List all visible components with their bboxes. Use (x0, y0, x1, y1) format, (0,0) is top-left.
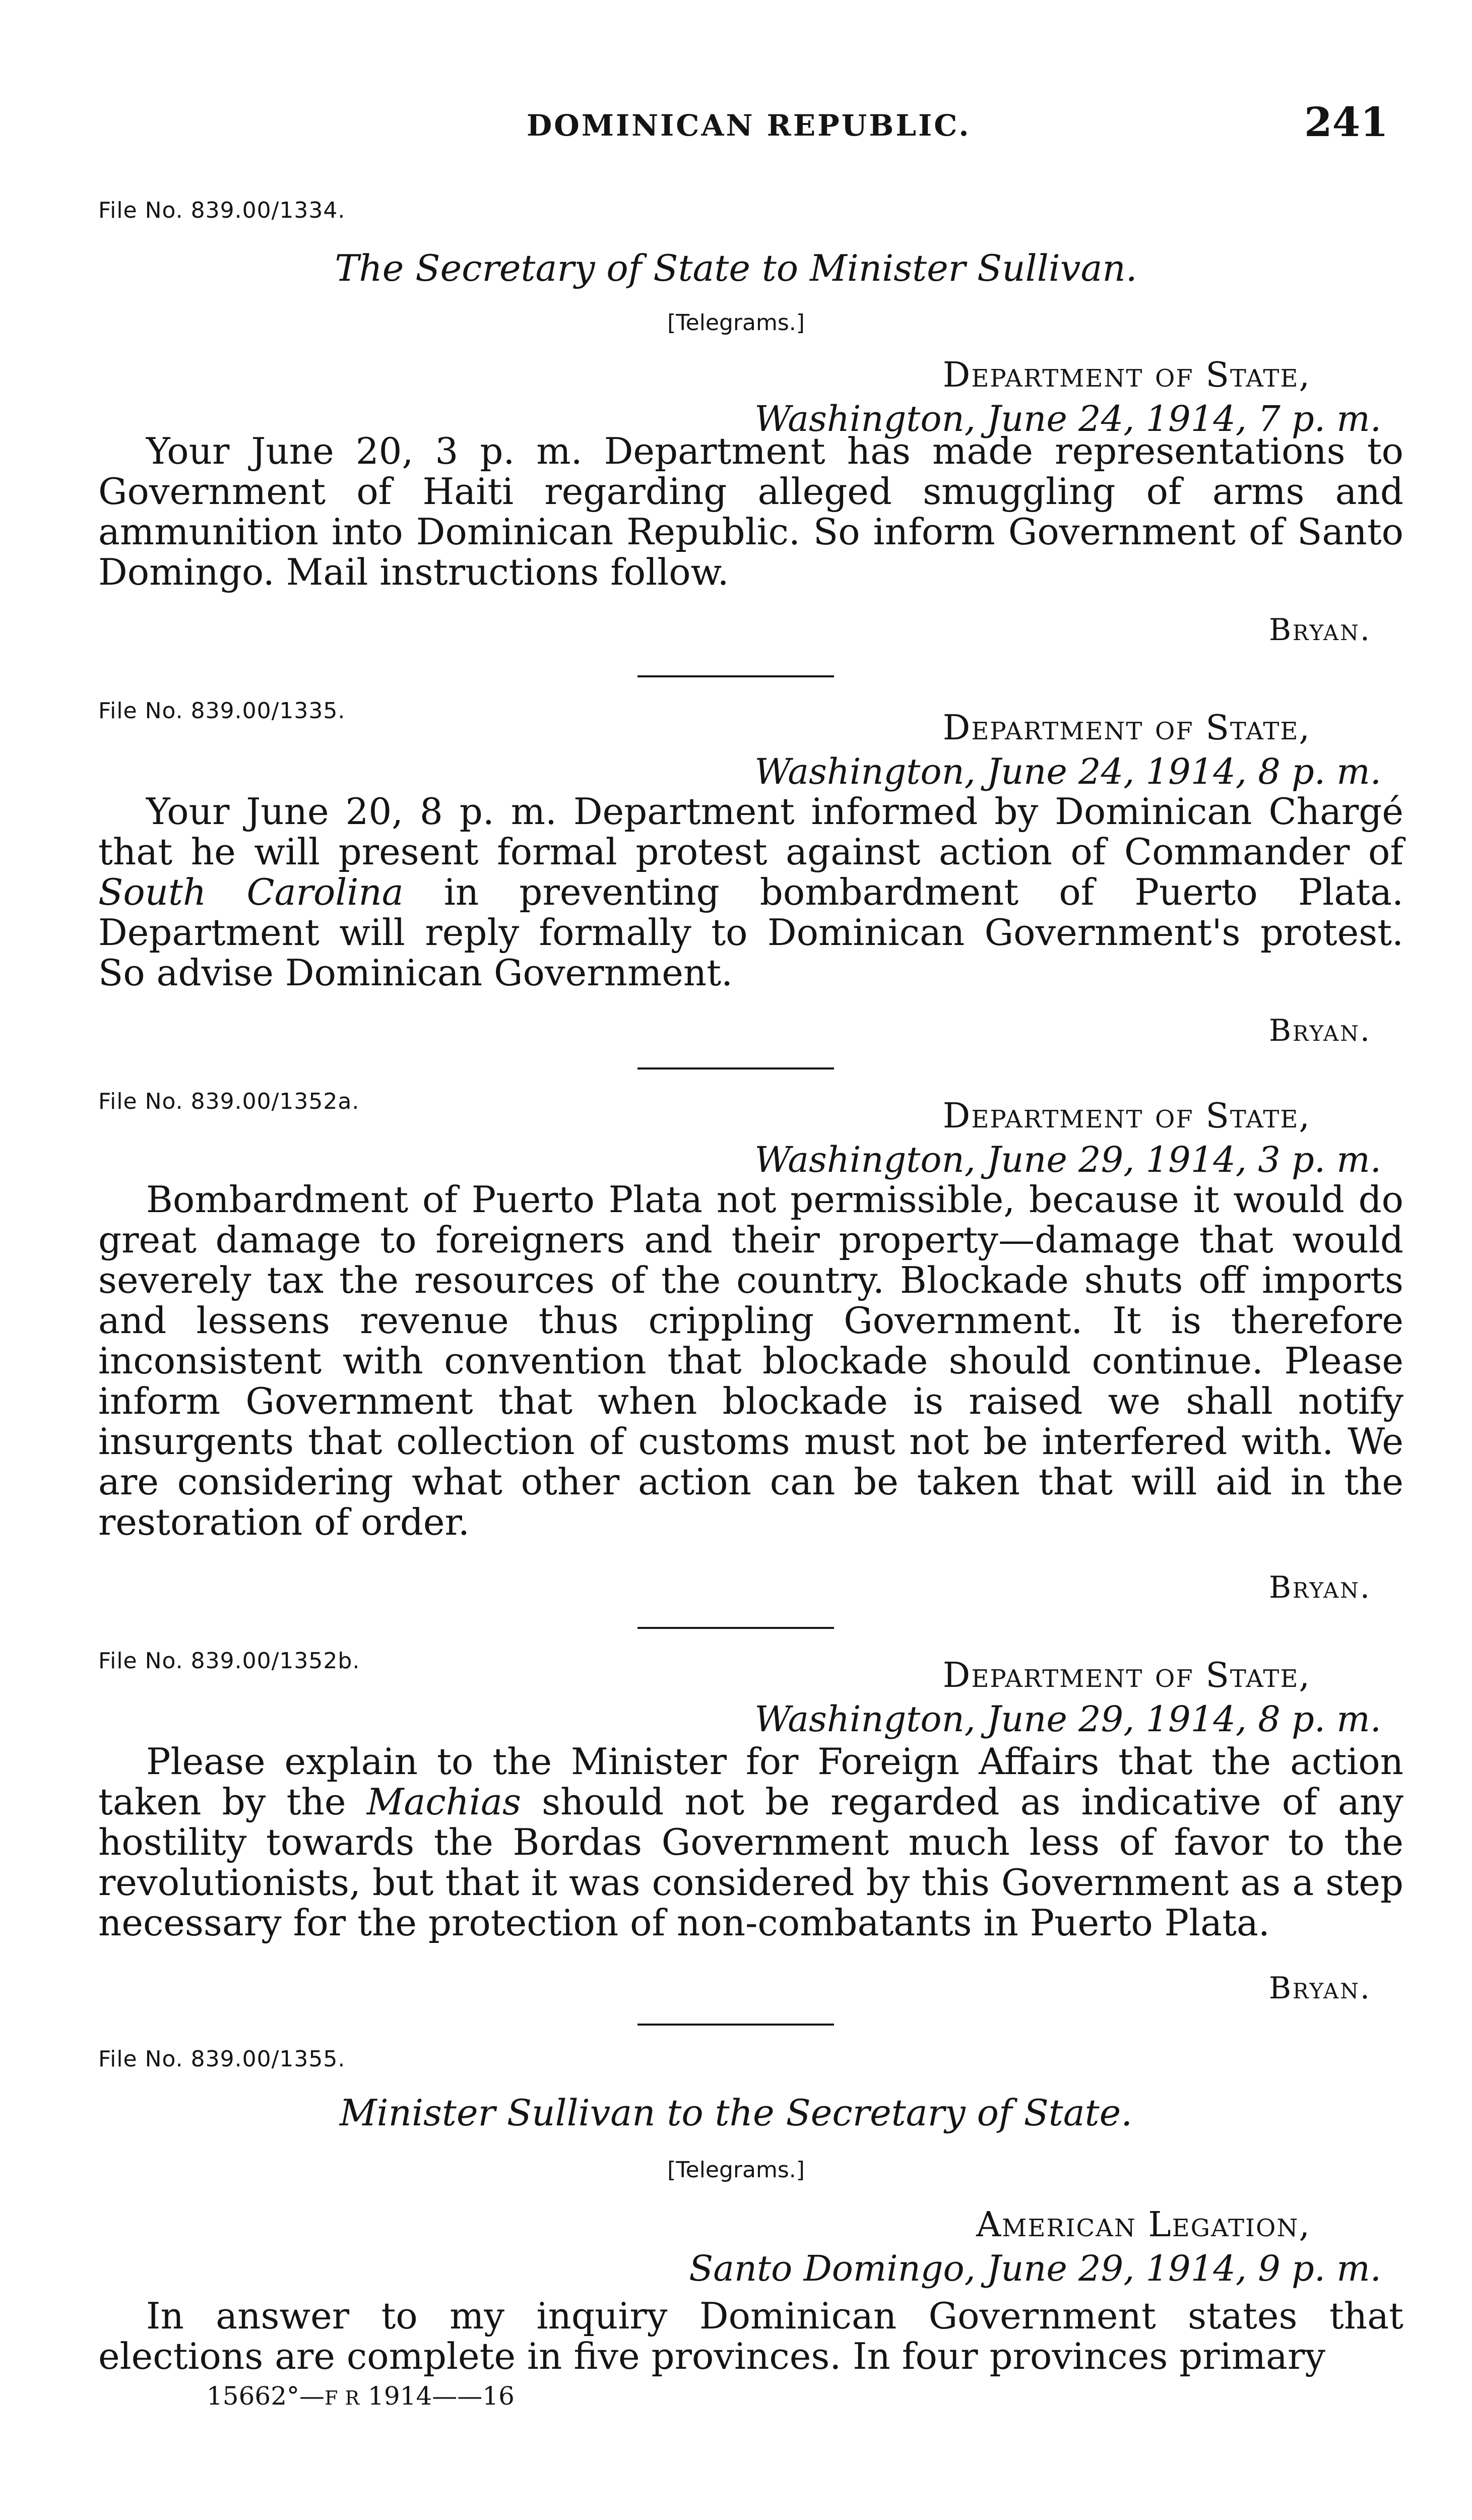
dateline-place: American Legation, (976, 2205, 1311, 2245)
telegrams-note: [Telegrams.] (667, 310, 805, 336)
message-body: Bombardment of Puerto Plata not permissible, because it would do great damage to foreigners and their property—damage that would severely tax the resources of the country. Blockade shuts off imports and lessens revenue thus crippling Government. It is therefore inconsistent with convention that blockade should continue. Please inform Government that when blockade is raised we shall notify insurgents that collection of customs must not be interfered with. We are considering what other action can be taken that will aid in the restoration of order. (98, 1178, 1403, 1543)
file-number: File No. 839.00/1335. (98, 698, 346, 724)
dateline-date: Washington, June 29, 1914, 8 p. m. (754, 1698, 1381, 1740)
page-number: 241 (1304, 98, 1388, 146)
footer-fr: F R (325, 2387, 360, 2409)
signature: Bryan. (1268, 1570, 1371, 1605)
dateline (754, 1096, 1381, 1180)
file-number: File No. 839.00/1352a. (98, 1089, 360, 1114)
dateline (754, 355, 1381, 439)
dateline-date: Washington, June 24, 1914, 7 p. m. (754, 398, 1381, 439)
file-number: File No. 839.00/1334. (98, 198, 346, 223)
section-divider (637, 675, 834, 677)
dateline (754, 708, 1381, 792)
dateline-date: Washington, June 29, 1914, 3 p. m. (754, 1139, 1381, 1180)
document-heading: The Secretary of State to Minister Sullivan. (335, 247, 1137, 289)
running-head: DOMINICAN REPUBLIC. (527, 108, 971, 143)
signature: Bryan. (1268, 612, 1371, 648)
message-body: Your June 20, 3 p. m. Department has made representations to Government of Haiti regarding alleged smuggling of arms and ammunition into Dominican Republic. So inform Government of Santo Domingo. Mail instructions follow. (98, 430, 1403, 593)
dateline-place: Department of State, (942, 355, 1311, 395)
dateline (754, 1656, 1381, 1740)
document-heading: Minister Sullivan to the Secretary of State. (339, 2092, 1133, 2134)
dateline-date: Washington, June 24, 1914, 8 p. m. (754, 751, 1381, 792)
dateline-place: Department of State, (942, 1096, 1311, 1136)
page-footer (207, 2381, 515, 2411)
message-body: Your June 20, 8 p. m. Department informed by Dominican Chargé that he will present formal protest against action of Commander of South Carolina in preventing bombardment of Puerto Plata. Department will reply formally to Dominican Government's protest. So advise Dominican Government. (98, 790, 1403, 994)
section-divider (637, 1067, 834, 1069)
dateline-place: Department of State, (942, 1656, 1311, 1695)
dateline-place: Department of State, (942, 708, 1311, 748)
ship-name: Machias (366, 1781, 521, 1823)
file-number: File No. 839.00/1355. (98, 2046, 346, 2072)
section-divider (637, 1627, 834, 1629)
section-divider (637, 2024, 834, 2026)
ship-name: South Carolina (98, 871, 404, 913)
footer-code: 15662°— (207, 2381, 325, 2411)
signature: Bryan. (1268, 1971, 1371, 2006)
footer-year: 1914——16 (368, 2381, 515, 2411)
message-body: In answer to my inquiry Dominican Government states that elections are complete in five provinces. In four provinces primary (98, 2295, 1403, 2377)
telegrams-note: [Telegrams.] (667, 2157, 805, 2183)
signature: Bryan. (1268, 1013, 1371, 1048)
message-body: Please explain to the Minister for Foreign Affairs that the action taken by the Machias should not be regarded as indicative of any hostility towards the Bordas Government much less of favor to the revolutionists, but that it was considered by this Government as a step necessary for the protection of non-combatants in Puerto Plata. (98, 1740, 1403, 1944)
file-number: File No. 839.00/1352b. (98, 1648, 360, 1674)
dateline-date: Santo Domingo, June 29, 1914, 9 p. m. (689, 2248, 1381, 2289)
dateline (689, 2205, 1381, 2289)
page-header (88, 98, 1398, 144)
